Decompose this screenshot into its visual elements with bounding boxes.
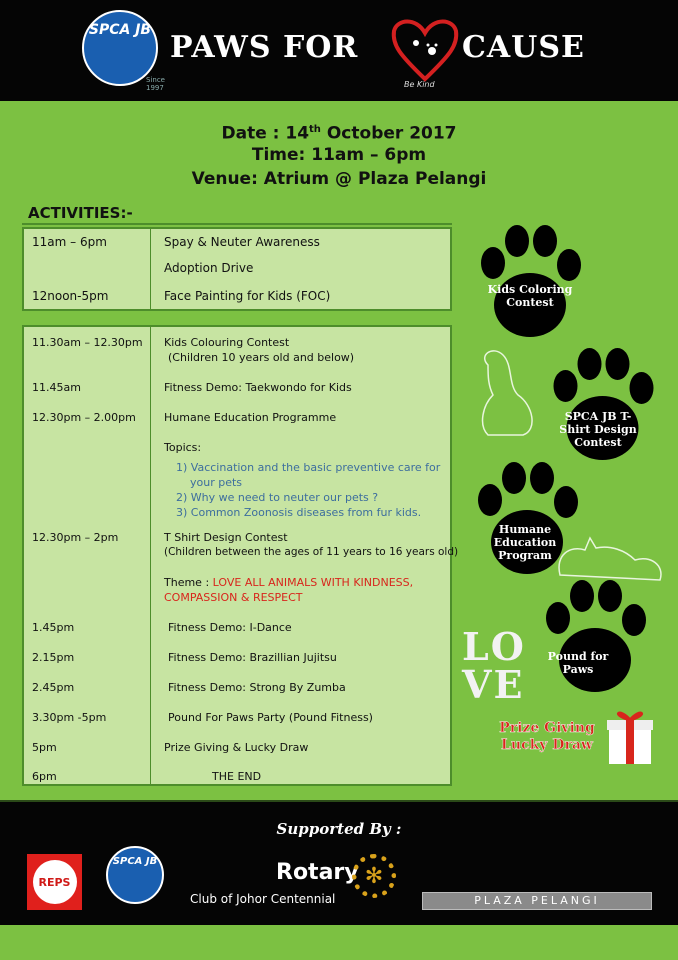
title-right: CAUSE [462,30,585,65]
activity-cell: Kids Colouring Contest [164,336,290,349]
activities-heading: ACTIVITIES:- [28,204,133,222]
paw-label: Humane Education Program [493,523,557,562]
logo-text: SPCA JB [88,22,152,38]
theme-line: Theme : LOVE ALL ANIMALS WITH KINDNESS, [164,576,414,589]
activity-cell: Humane Education Programme [164,411,337,424]
tagline: Be Kind [404,80,435,89]
topic-item: 3) Common Zoonosis diseases from fur kids. [176,506,422,519]
time-cell: 3.30pm -5pm [32,711,107,724]
event-date: Date : 14th October 2017 [221,123,457,144]
time-cell: 11am – 6pm [32,235,107,249]
activity-cell: THE END [212,770,262,783]
sponsors-footer [0,800,678,925]
reps-logo: REPS [27,854,82,910]
paw-icon [540,580,650,695]
activity-cell: Pound For Paws Party (Pound Fitness) [168,711,373,724]
activity-note: (Children 10 years old and below) [168,351,355,364]
time-cell: 1.45pm [32,621,75,634]
spca-logo-small: SPCA JB [106,846,164,904]
theme-line-2: COMPASSION & RESPECT [164,591,303,604]
activity-cell: Fitness Demo: Strong By Zumba [168,681,346,694]
topics-label: Topics: [164,441,202,454]
spca-logo [82,10,158,86]
time-cell: 2.15pm [32,651,75,664]
time-cell: 12noon-5pm [32,289,109,303]
activities-table-2 [22,325,459,786]
logo-since: Since 1997 [146,76,165,92]
column-divider [150,229,151,309]
paw-label: Kids Coloring Contest [487,283,573,309]
activity-note: (Children between the ages of 11 years to 16 years old) [164,546,459,558]
time-cell: 12.30pm – 2.00pm [32,411,136,424]
gift-icon [605,708,655,766]
time-cell: 5pm [32,741,57,754]
activity-cell: Fitness Demo: I-Dance [168,621,292,634]
dog-outline-icon [468,345,548,440]
topic-item: your pets [190,476,243,489]
time-cell: 11.30am – 12.30pm [32,336,143,349]
time-cell: 11.45am [32,381,81,394]
event-time: Time: 11am – 6pm [251,145,427,165]
activity-cell: Adoption Drive [164,261,254,275]
plaza-pelangi-logo: PLAZA PELANGI [422,892,652,910]
activity-cell: Prize Giving & Lucky Draw [164,741,309,754]
heart-icon [390,15,460,83]
prize-text: Prize Giving Lucky Draw [499,720,595,753]
activity-cell: Face Painting for Kids (FOC) [164,289,331,303]
rotary-logo-text: Rotary [276,860,359,885]
paw-label: SPCA JB T-Shirt Design Contest [559,410,637,449]
topic-item: 1) Vaccination and the basic preventive care for [176,461,441,474]
divider [22,223,452,225]
event-venue: Venue: Atrium @ Plaza Pelangi [191,169,487,189]
topic-item: 2) Why we need to neuter our pets ? [176,491,379,504]
rotary-club: Club of Johor Centennial [190,892,336,906]
rotary-wheel-icon: ✻ [352,854,396,898]
love-graphic: LOVE [462,624,526,707]
activities-table-1 [22,227,452,311]
activity-cell: Fitness Demo: Brazillian Jujitsu [168,651,337,664]
activity-cell: Spay & Neuter Awareness [164,235,320,249]
time-cell: 6pm [32,770,57,783]
cats-outline-icon [550,520,670,585]
header-banner [0,0,678,101]
title-left: PAWS FOR [170,30,359,65]
activity-cell: T Shirt Design Contest [164,531,288,544]
paw-label: Pound for Paws [547,650,609,676]
time-cell: 2.45pm [32,681,75,694]
time-cell: 12.30pm – 2pm [32,531,119,544]
column-divider [150,327,151,784]
activity-cell: Fitness Demo: Taekwondo for Kids [164,381,352,394]
supported-by: Supported By : [276,820,402,838]
